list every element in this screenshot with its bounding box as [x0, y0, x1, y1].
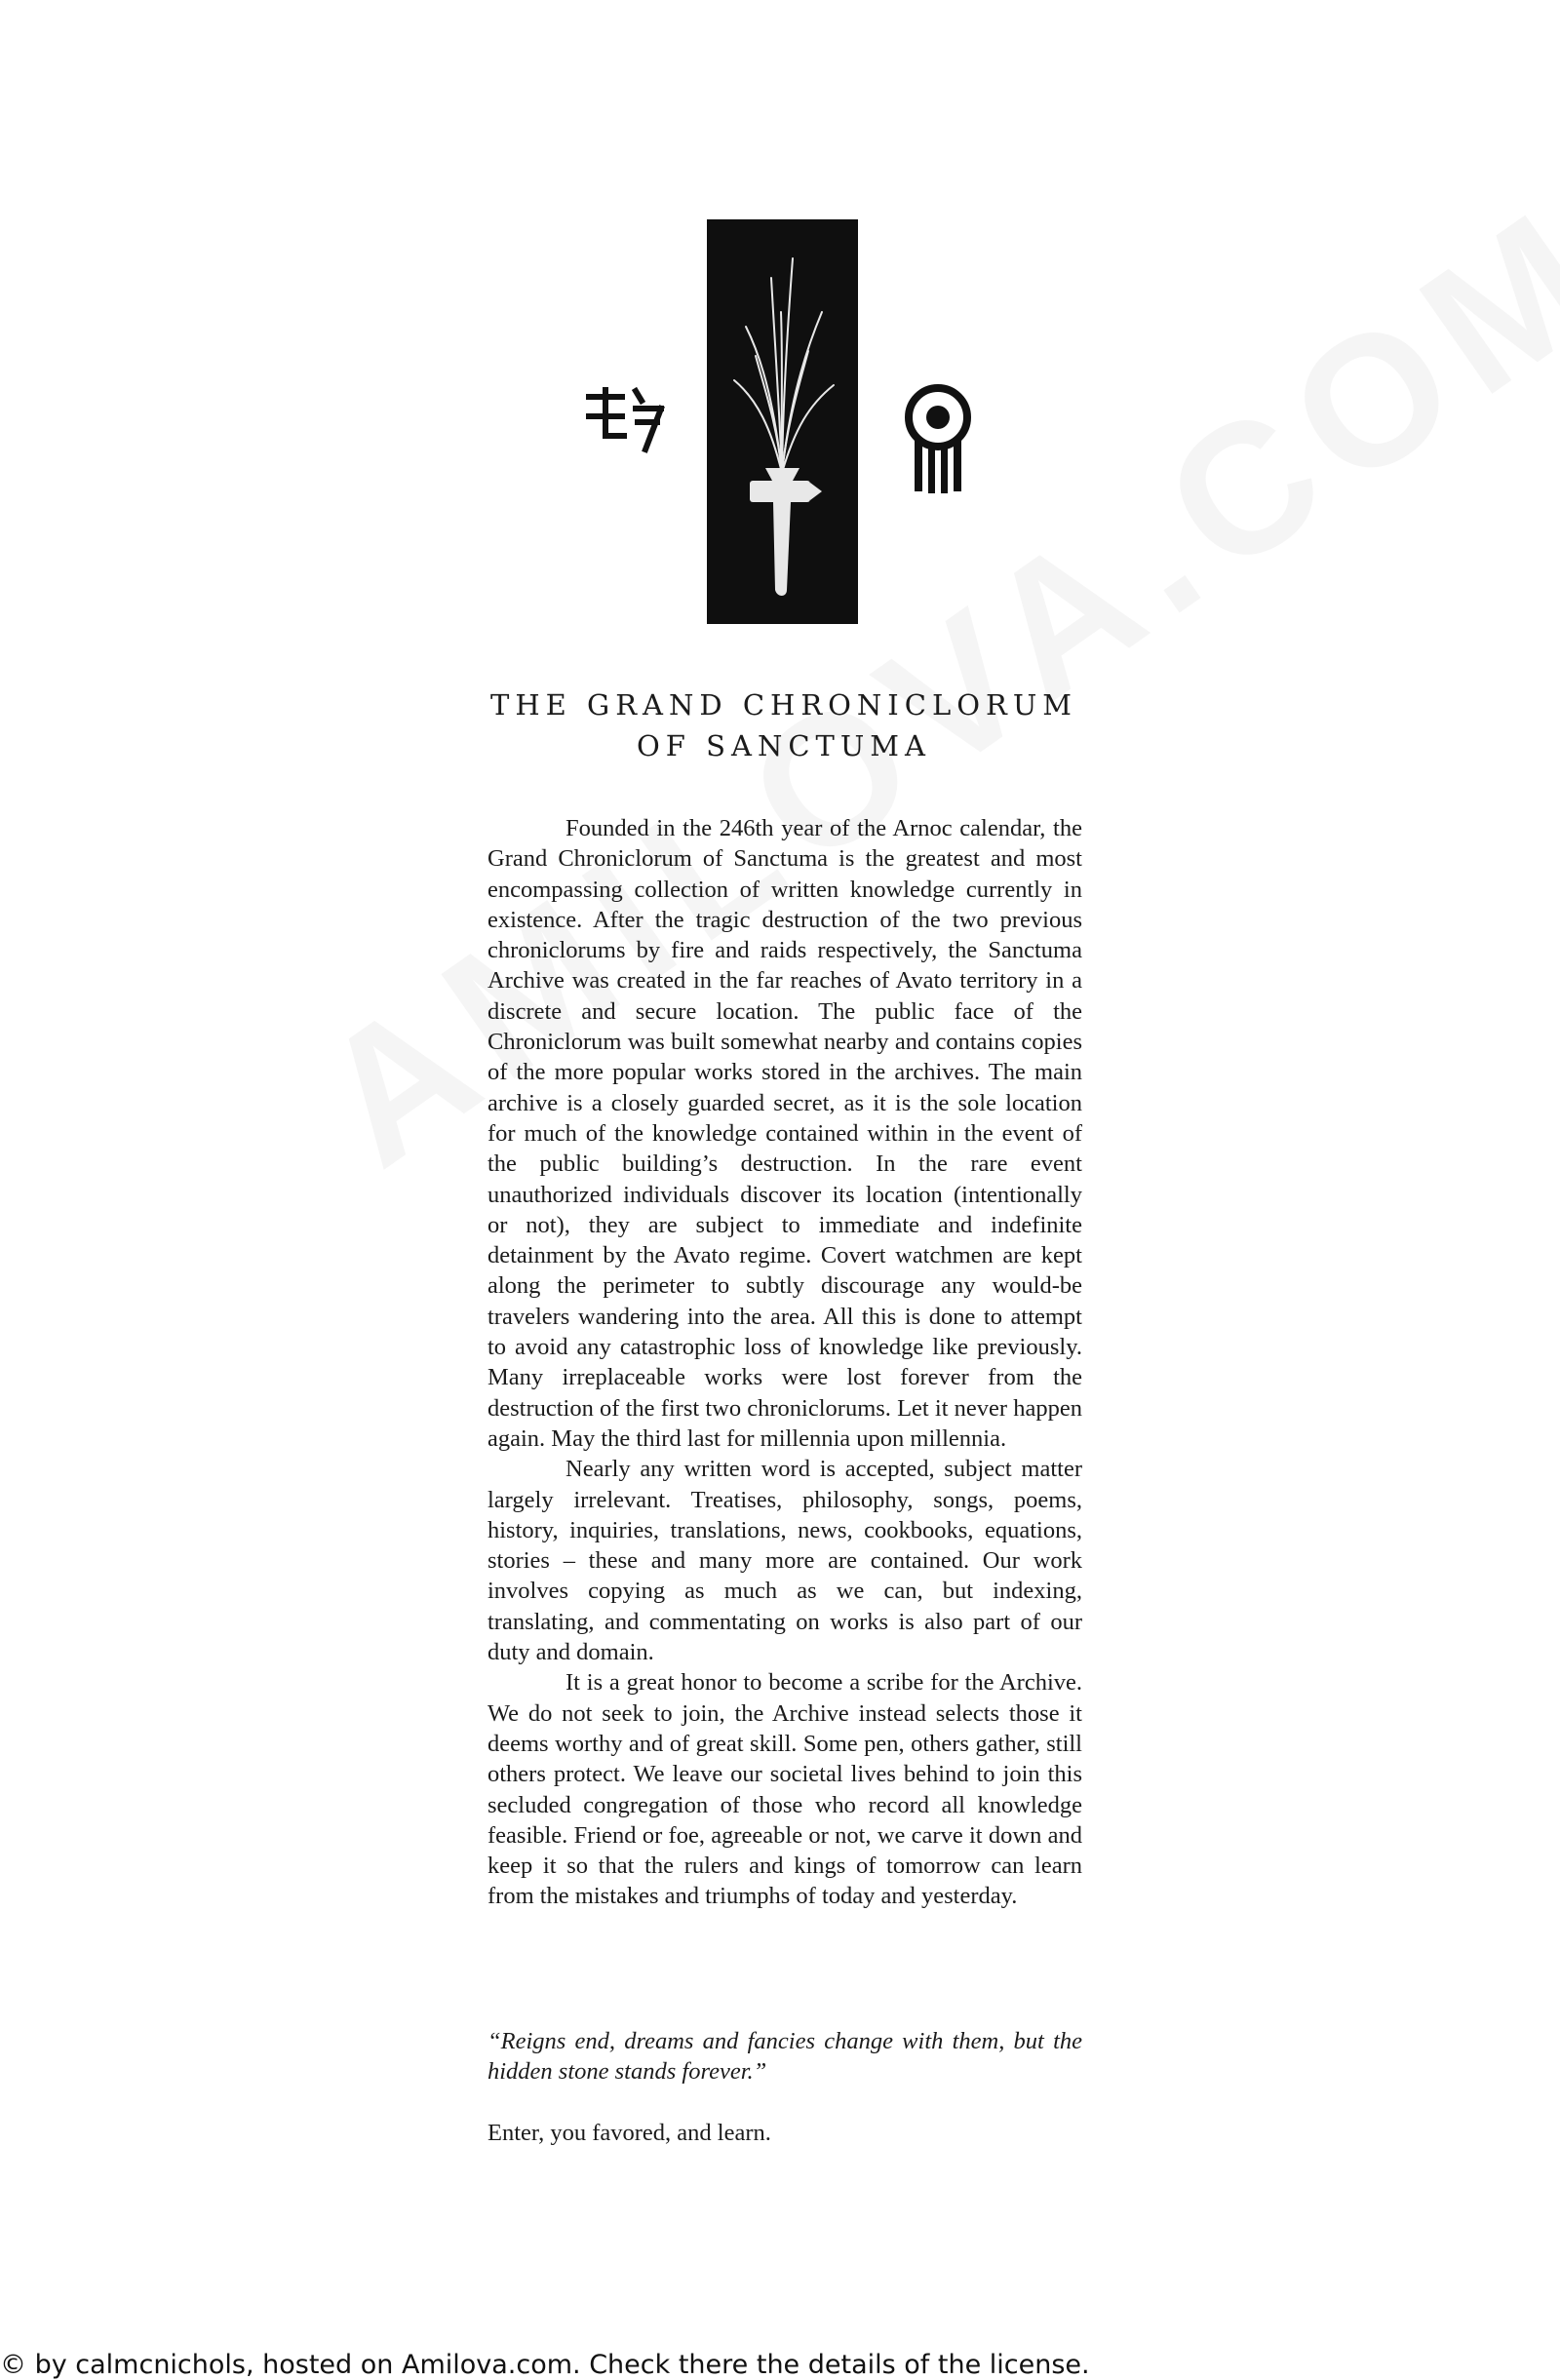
runic-glyph-icon: [585, 387, 673, 455]
page-title: [390, 684, 1178, 766]
eye-crest-glyph-icon: [897, 380, 980, 497]
body-paragraph: Founded in the 246th year of the Arnoc calendar, the Grand Chroniclorum of Sanctuma is the greatest and most encompassing collection of written knowledge currently in existence. After the tragic destruction of the two previous chroniclorums by fire and raids respectively, the Sanctuma Archive was created in the far reaches of Avato territory in a discrete and secure location. The public face of the Chroniclorum was built somewhat nearby and contains copies of the more popular works stored in the archives. The main archive is a closely guarded secret, as it is the sole location for much of the knowledge contained within in the event of the public building’s destruction. In the rare event unauthorized individuals discover its location (intentionally or not), they are subject to immediate and indefinite detainment by the Avato regime. Covert watchmen are kept along the perimeter to subtly discourage any would-be travelers wandering into the area. All this is done to attempt to avoid any catastrophic loss of knowledge like previously. Many irreplaceable works were lost forever from the destruction of the first two chroniclorums. Let it never happen again. May the third last for millennia upon millennia.: [488, 815, 1082, 1452]
emblem-row: [0, 219, 1560, 629]
hammer-with-wheat-banner-icon: [707, 219, 858, 624]
closing-line: Enter, you favored, and learn.: [488, 2120, 771, 2146]
body-text: [488, 813, 1082, 1912]
license-credit: © by calmcnichols, hosted on Amilova.com. Check there the details of the license.: [0, 2350, 1090, 2380]
body-paragraph: Nearly any written word is accepted, subject matter largely irrelevant. Treatises, philosophy, songs, poems, history, inquiries, translations, news, cookbooks, equations, stories – these and many more are contained. Our work involves copying as much as we can, but indexing, translating, and commentating on works is also part of our duty and domain.: [488, 1456, 1082, 1666]
title-line-2: OF SANCTUMA: [637, 729, 931, 762]
quote: “Reigns end, dreams and fancies change with them, but the hidden stone stands forever.”: [488, 2028, 1082, 2085]
title-line-1: THE GRAND CHRONICLORUM: [490, 688, 1077, 722]
body-paragraph: It is a great honor to become a scribe for the Archive. We do not seek to join, the Archive instead selects those it deems worthy and of great skill. Some pen, others gather, still others protect. We leave our societal lives behind to join this secluded congregation of those who record all knowledge feasible. Friend or foe, agreeable or not, we carve it down and keep it so that the rulers and kings of tomorrow can learn from the mistakes and triumphs of today and yesterday.: [488, 1669, 1082, 1910]
